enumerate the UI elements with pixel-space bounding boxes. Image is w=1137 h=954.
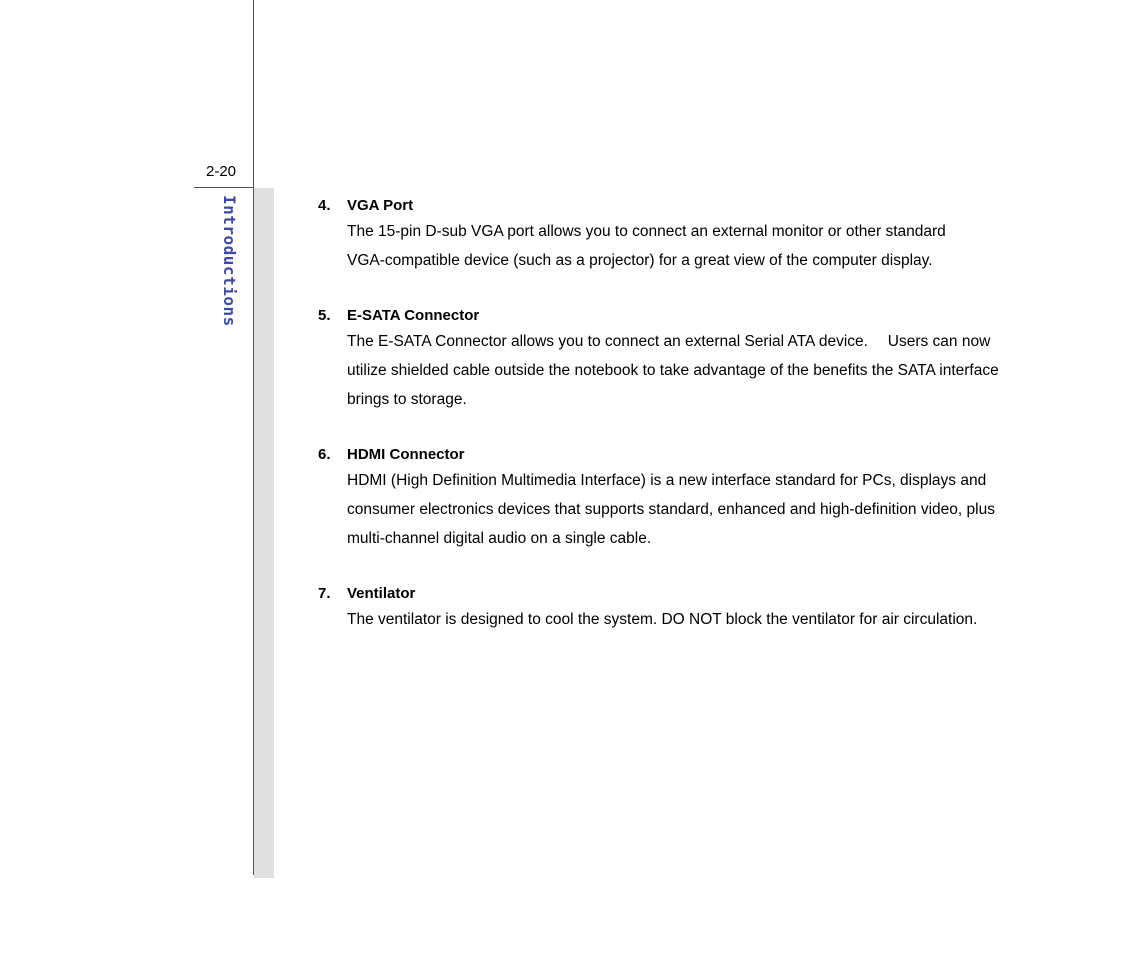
description-line: utilize shielded cable outside the notebook to take advantage of the benefits the SATA interface [347,362,999,379]
item-number: 5. [318,307,331,324]
description-line: The ventilator is designed to cool the system. DO NOT block the ventilator for air circulation. [347,611,978,628]
description-line: consumer electronics devices that supports standard, enhanced and high-definition video, plus [347,501,995,518]
list-item [318,304,1038,414]
margin-shade-bar [254,188,274,878]
item-title: VGA Port [347,197,414,214]
description-line: multi-channel digital audio on a single cable. [347,530,652,547]
item-description [347,217,1038,275]
item-heading [318,582,1038,605]
page-number-rule [194,187,254,188]
item-heading [318,304,1038,327]
description-line: The E-SATA Connector allows you to connect an external Serial ATA device. Users can now [347,333,991,350]
item-heading [318,443,1038,466]
item-number: 7. [318,585,331,602]
page-number: 2-20 [206,163,237,180]
item-title: Ventilator [347,585,416,602]
item-list [318,194,1038,663]
item-title: E-SATA Connector [347,307,480,324]
description-line: brings to storage. [347,391,467,408]
list-item [318,443,1038,553]
item-description [347,327,1038,414]
description-line: HDMI (High Definition Multimedia Interface) is a new interface standard for PCs, displays and [347,472,987,489]
section-label: Introductions [220,195,239,327]
item-number: 6. [318,446,331,463]
list-item [318,194,1038,275]
item-number: 4. [318,197,331,214]
item-heading [318,194,1038,217]
item-description [347,466,1038,553]
list-item [318,582,1038,634]
item-description [347,605,1038,634]
item-title: HDMI Connector [347,446,465,463]
description-line: The 15-pin D-sub VGA port allows you to connect an external monitor or other standard [347,223,946,240]
description-line: VGA-compatible device (such as a projector) for a great view of the computer display. [347,252,933,269]
